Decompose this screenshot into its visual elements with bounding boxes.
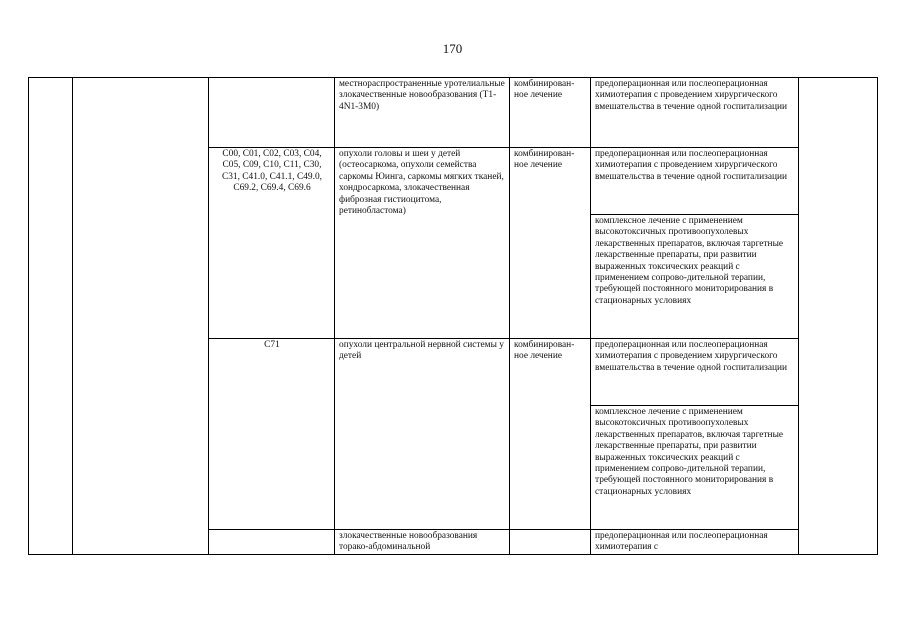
icd-codes-cell	[209, 78, 335, 148]
table-row	[29, 78, 878, 148]
treatment-type-cell	[510, 530, 591, 555]
treatment-type-cell: комбинирован-ное лечение	[510, 78, 591, 148]
page-number: 170	[442, 41, 463, 56]
treatment-type-cell: комбинирован-ное лечение	[510, 148, 591, 339]
treatment-method-cell: комплексное лечение с применением высокотоксичных противоопухолевых лекарственных препаратов, включая таргетные лекарственные препараты, при развитии выраженных токсических реакций с применением сопрово-дительной терапии, требующей постоянного мониторирования в стационарных условиях	[591, 215, 799, 339]
treatment-table	[28, 77, 878, 555]
icd-codes-cell	[209, 530, 335, 555]
diagnosis-cell: опухоли центральной нервной системы у детей	[335, 339, 510, 530]
diagnosis-cell: местнораспространенные уротелиальные злокачественные новообразования (T1-4N1-3M0)	[335, 78, 510, 148]
col-norm-cell	[799, 78, 878, 555]
treatment-method-cell: предоперационная или послеоперационная химиотерапия с	[591, 530, 799, 555]
treatment-method-cell: предоперационная или послеоперационная химиотерапия с проведением хирургического вмешательства в течение одной госпитализации	[591, 148, 799, 215]
icd-codes-cell: C71	[209, 339, 335, 530]
treatment-method-cell: предоперационная или послеоперационная химиотерапия с проведением хирургического вмешательства в течение одной госпитализации	[591, 78, 799, 148]
treatment-method-cell: комплексное лечение с применением высокотоксичных противоопухолевых лекарственных препаратов, включая таргетные лекарственные препараты, при развитии выраженных токсических реакций с применением сопрово-дительной терапии, требующей постоянного мониторирования в стационарных условиях	[591, 406, 799, 530]
treatment-type-cell: комбинирован-ное лечение	[510, 339, 591, 530]
treatment-method-cell: предоперационная или послеоперационная химиотерапия с проведением хирургического вмешательства в течение одной госпитализации	[591, 339, 799, 406]
col-number-cell	[29, 78, 73, 555]
diagnosis-cell: опухоли головы и шеи у детей (остеосаркома, опухоли семейства саркомы Юинга, саркомы мягких тканей, хондросаркома, злокачественная фиброзная гистиоцитома, ретинобластома)	[335, 148, 510, 339]
col-profile-cell	[73, 78, 209, 555]
icd-codes-cell: C00, C01, C02, C03, C04, C05, C09, C10, C11, C30, C31, C41.0, C41.1, C49.0, C69.2, C69.4, C69.6	[209, 148, 335, 339]
diagnosis-cell: злокачественные новообразования торако-абдоминальной	[335, 530, 510, 555]
